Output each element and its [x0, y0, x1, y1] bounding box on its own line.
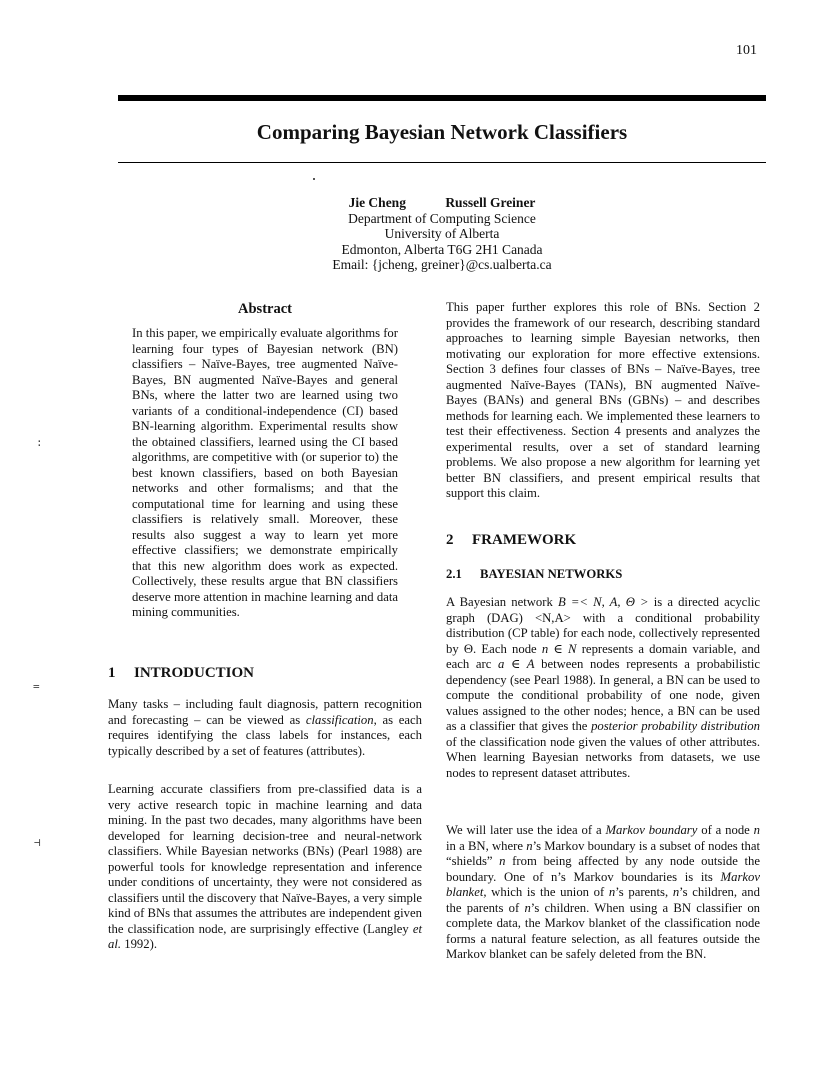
subsection-title: BAYESIAN NETWORKS [480, 567, 623, 581]
text-run: A Bayesian network [446, 595, 558, 609]
text-run: from being affected by any node outside the boundary. One of n’s Markov boundaries is its [446, 854, 760, 884]
section-title: FRAMEWORK [472, 532, 577, 548]
paragraph-text: This paper further explores this role of BNs. Section 2 provides the framework of our research, describing standard approaches to learning simple Bayesian networks, then motivating our exploration for more effective extensions. Section 3 defines four classes of BNs – Naïve-Bayes, tree augmented Naïve-Bayes (TANs), BN augmented Naïve-Bayes (BANs) and general BNs (GBNs) – and describes methods for learning each. We implemented these learners to test their effectiveness. Section 4 presents and analyzes the experimental results, over a set of standard learning problems. We also propose a new algorithm for learning yet better BN classifiers, and present empirical results that support this claim. [446, 300, 760, 500]
subsection-number: 2.1 [446, 567, 462, 581]
section-heading-introduction [108, 665, 254, 682]
text-run: which is the union of [486, 885, 609, 899]
affiliation-line: University of Alberta [384, 226, 500, 242]
text-run: 1992). [121, 937, 157, 951]
emphasis: classification [305, 712, 374, 727]
section-number: 1 [108, 665, 116, 681]
abstract-heading: Abstract [238, 301, 292, 317]
intro-paragraph-2 [108, 782, 422, 953]
author-names [118, 195, 766, 211]
affiliation-line: Edmonton, Alberta T6G 2H1 Canada [341, 241, 543, 257]
text-run: represents a domain variable, and each arc [446, 641, 761, 671]
abstract-body [132, 326, 398, 621]
title-top-rule [118, 95, 766, 101]
intro-paragraph-1 [108, 697, 422, 759]
text-run: Many tasks – including fault diagnosis, pattern recognition and forecasting – can be viewed as [108, 697, 422, 727]
emphasis: n [753, 823, 761, 837]
text-run: ’s Markov boundary is a subset of nodes that “shields” [446, 838, 760, 868]
framework-paragraph-2 [446, 823, 760, 963]
text-run: ’s children. When using a BN classifier on complete data, the Markov blanket of the classification node forms a natural feature selection, as all features outside the Markov blanket can be safely deleted from the BN. [446, 900, 761, 961]
math: B =< N, A, Θ > [557, 595, 649, 609]
abstract-text: In this paper, we empirically evaluate algorithms for learning four types of Bayesian network (BN) classifiers – Naïve-Bayes, tree augmented Naïve-Bayes, BN augmented Naïve-Bayes and general BNs, where the latter two are learned using two variants of a conditional-independence (CI) based BN-learning algorithm. Experimental results show the obtained classifiers, learned using the CI based algorithms, are competitive with (or superior to) the best known classifiers, based on both Bayesian networks and other formalisms; and that the computational time for learning and using these classifiers is relatively small. Moreover, these results also suggest a way to learn yet more effective classifiers; we demonstrate empirically that this new algorithm does work as expected. Collectively, these results argue that BN classifiers deserve more attention in machine learning and data mining communities. [132, 326, 398, 619]
section-number: 2 [446, 532, 454, 548]
author-name: Russell Greiner [445, 195, 536, 210]
emphasis: n [672, 885, 680, 899]
emphasis: posterior probability distribution [591, 719, 760, 733]
author-email: Email: {jcheng, greiner}@cs.ualberta.ca [332, 257, 552, 273]
author-block [118, 195, 766, 273]
right-intro-paragraph [446, 300, 760, 502]
affiliation-line: Department of Computing Science [348, 210, 536, 226]
section-title: INTRODUCTION [134, 665, 255, 681]
stray-dot [313, 178, 315, 180]
text-run: We will later use the idea of a [446, 823, 606, 837]
text-run: is a directed acyclic graph (DAG) <N,A> with a conditional probability distribution (CP table) for each node, collectively represented by Θ. Each node [446, 595, 760, 656]
emphasis: et al. [108, 921, 422, 951]
text-run: ’s parents, [615, 885, 673, 899]
subsection-heading-bayesian-networks [446, 567, 622, 582]
margin-mark: : [36, 436, 43, 449]
emphasis: n [526, 838, 533, 853]
title-bottom-rule [118, 162, 766, 163]
section-heading-framework [446, 532, 576, 549]
math: a ∈ A [497, 657, 535, 671]
emphasis: n [499, 854, 506, 868]
text-run: between nodes represents a probabilistic dependency (see Pearl 1988). In general, a BN can be used to compute the conditional probability of one node, given values assigned to the other nodes; hence, a BN can be used as a classifier that gives the [446, 657, 760, 733]
margin-mark: = [33, 680, 40, 693]
page-number: 101 [736, 43, 757, 58]
text-run: of the classification node given the values of other attributes. When learning Bayesian networks from datasets, we use nodes to represent dataset attributes. [446, 734, 760, 780]
framework-paragraph-1 [446, 595, 760, 781]
text-run: in a BN, where [446, 838, 527, 853]
text-run: Learning accurate classifiers from pre-classified data is a very active research topic in machine learning and data mining. In the past two decades, many algorithms have been developed for learning decision-tree and neural-network classifiers. While Bayesian networks (BNs) (Pearl 1988) are powerful tools for knowledge representation and inference under conditions of uncertainty, they were not considered as classifiers until the discovery that Naïve-Bayes, a very simple kind of BNs that assumes the attributes are independent given the classification node, are surprisingly effective (Langley [108, 782, 422, 936]
text-run: ’s children, and the parents of [446, 885, 760, 915]
emphasis: Markov blanket, [446, 869, 760, 899]
margin-mark: ⊣ [34, 836, 41, 849]
emphasis: Markov boundary [605, 823, 698, 837]
emphasis: n [608, 885, 616, 899]
emphasis: n [524, 900, 531, 915]
math: n ∈ N [541, 641, 577, 656]
text-run: of a node [697, 823, 754, 837]
text-run: , as each requires identifying the class labels for instances, each typically described by a set of features (attributes). [108, 712, 422, 758]
paper-title: Comparing Bayesian Network Classifiers [256, 120, 628, 144]
author-name: Jie Cheng [348, 195, 406, 210]
